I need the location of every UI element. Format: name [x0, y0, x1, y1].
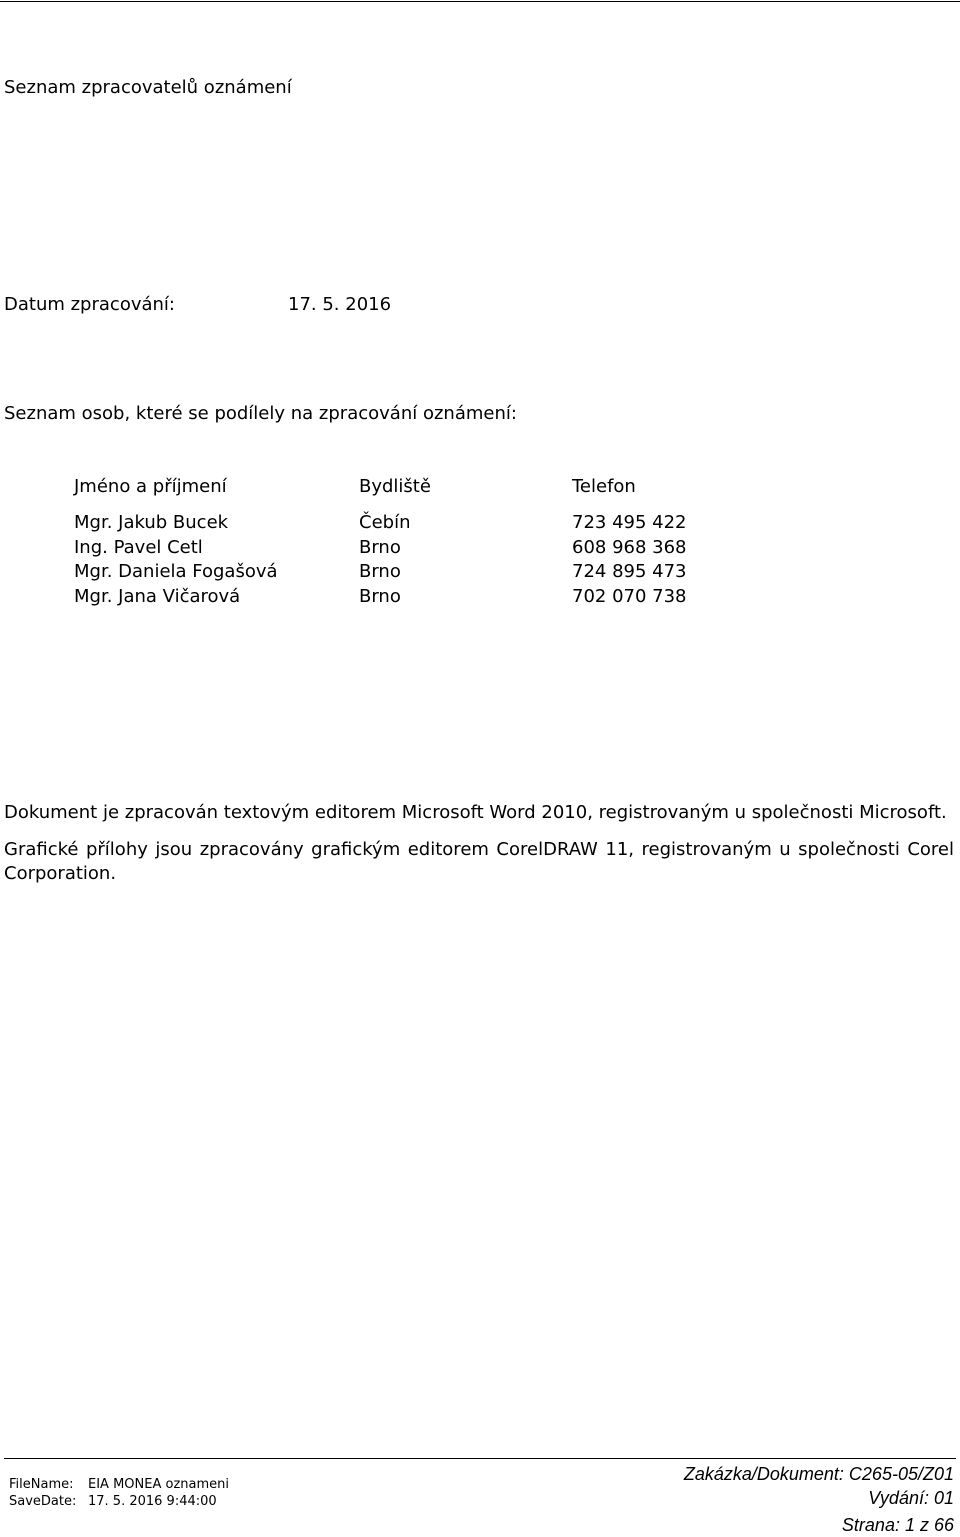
person-residence: Brno [359, 536, 401, 558]
word-editor-note: Dokument je zpracován textovým editorem Microsoft Word 2010, registrovaným u společnosti Microsoft. [4, 802, 947, 823]
footer-filename-value: EIA MONEA oznameni [88, 1477, 229, 1492]
person-phone: 608 968 368 [572, 536, 687, 558]
header-residence: Bydliště [359, 476, 431, 497]
people-table [74, 475, 774, 609]
table-header-row [74, 475, 774, 511]
person-name: Mgr. Daniela Fogašová [74, 561, 278, 582]
person-name: Mgr. Jana Vičarová [74, 585, 241, 607]
table-row [74, 536, 774, 561]
footer-order-number: Zakázka/Dokument: C265-05/Z01 [683, 1464, 954, 1484]
header-phone: Telefon [572, 476, 636, 497]
person-phone: 723 495 422 [572, 512, 687, 533]
table-row [74, 585, 774, 610]
page-title: Seznam zpracovatelů oznámení [4, 77, 292, 98]
date-value: 17. 5. 2016 [288, 294, 392, 315]
footer-savedate-label: SaveDate: [9, 1494, 77, 1509]
footer-divider [4, 1458, 956, 1459]
table-row [74, 511, 774, 536]
graphics-editor-note: Grafické přílohy jsou zpracovány grafickým editorem CorelDRAW 11, registrovaným u společnosti Corel Corporation. [4, 839, 954, 884]
footer-page-number: Strana: 1 z 66 [841, 1515, 954, 1535]
footer-savedate-value: 17. 5. 2016 9:44:00 [88, 1494, 217, 1509]
person-name: Mgr. Jakub Bucek [74, 512, 229, 533]
footer-filename-label: FileName: [9, 1477, 74, 1492]
footer-edition: Vydání: 01 [868, 1488, 954, 1508]
person-residence: Čebín [359, 512, 411, 533]
person-name: Ing. Pavel Cetl [74, 536, 203, 558]
person-residence: Brno [359, 561, 401, 582]
person-residence: Brno [359, 585, 401, 607]
person-phone: 702 070 738 [572, 585, 687, 607]
table-row [74, 560, 774, 585]
date-label: Datum zpracování: [4, 294, 175, 315]
header-name: Jméno a příjmení [74, 476, 227, 497]
person-phone: 724 895 473 [572, 561, 687, 582]
top-divider [0, 1, 960, 2]
intro-text: Seznam osob, které se podílely na zpracování oznámení: [4, 403, 517, 424]
